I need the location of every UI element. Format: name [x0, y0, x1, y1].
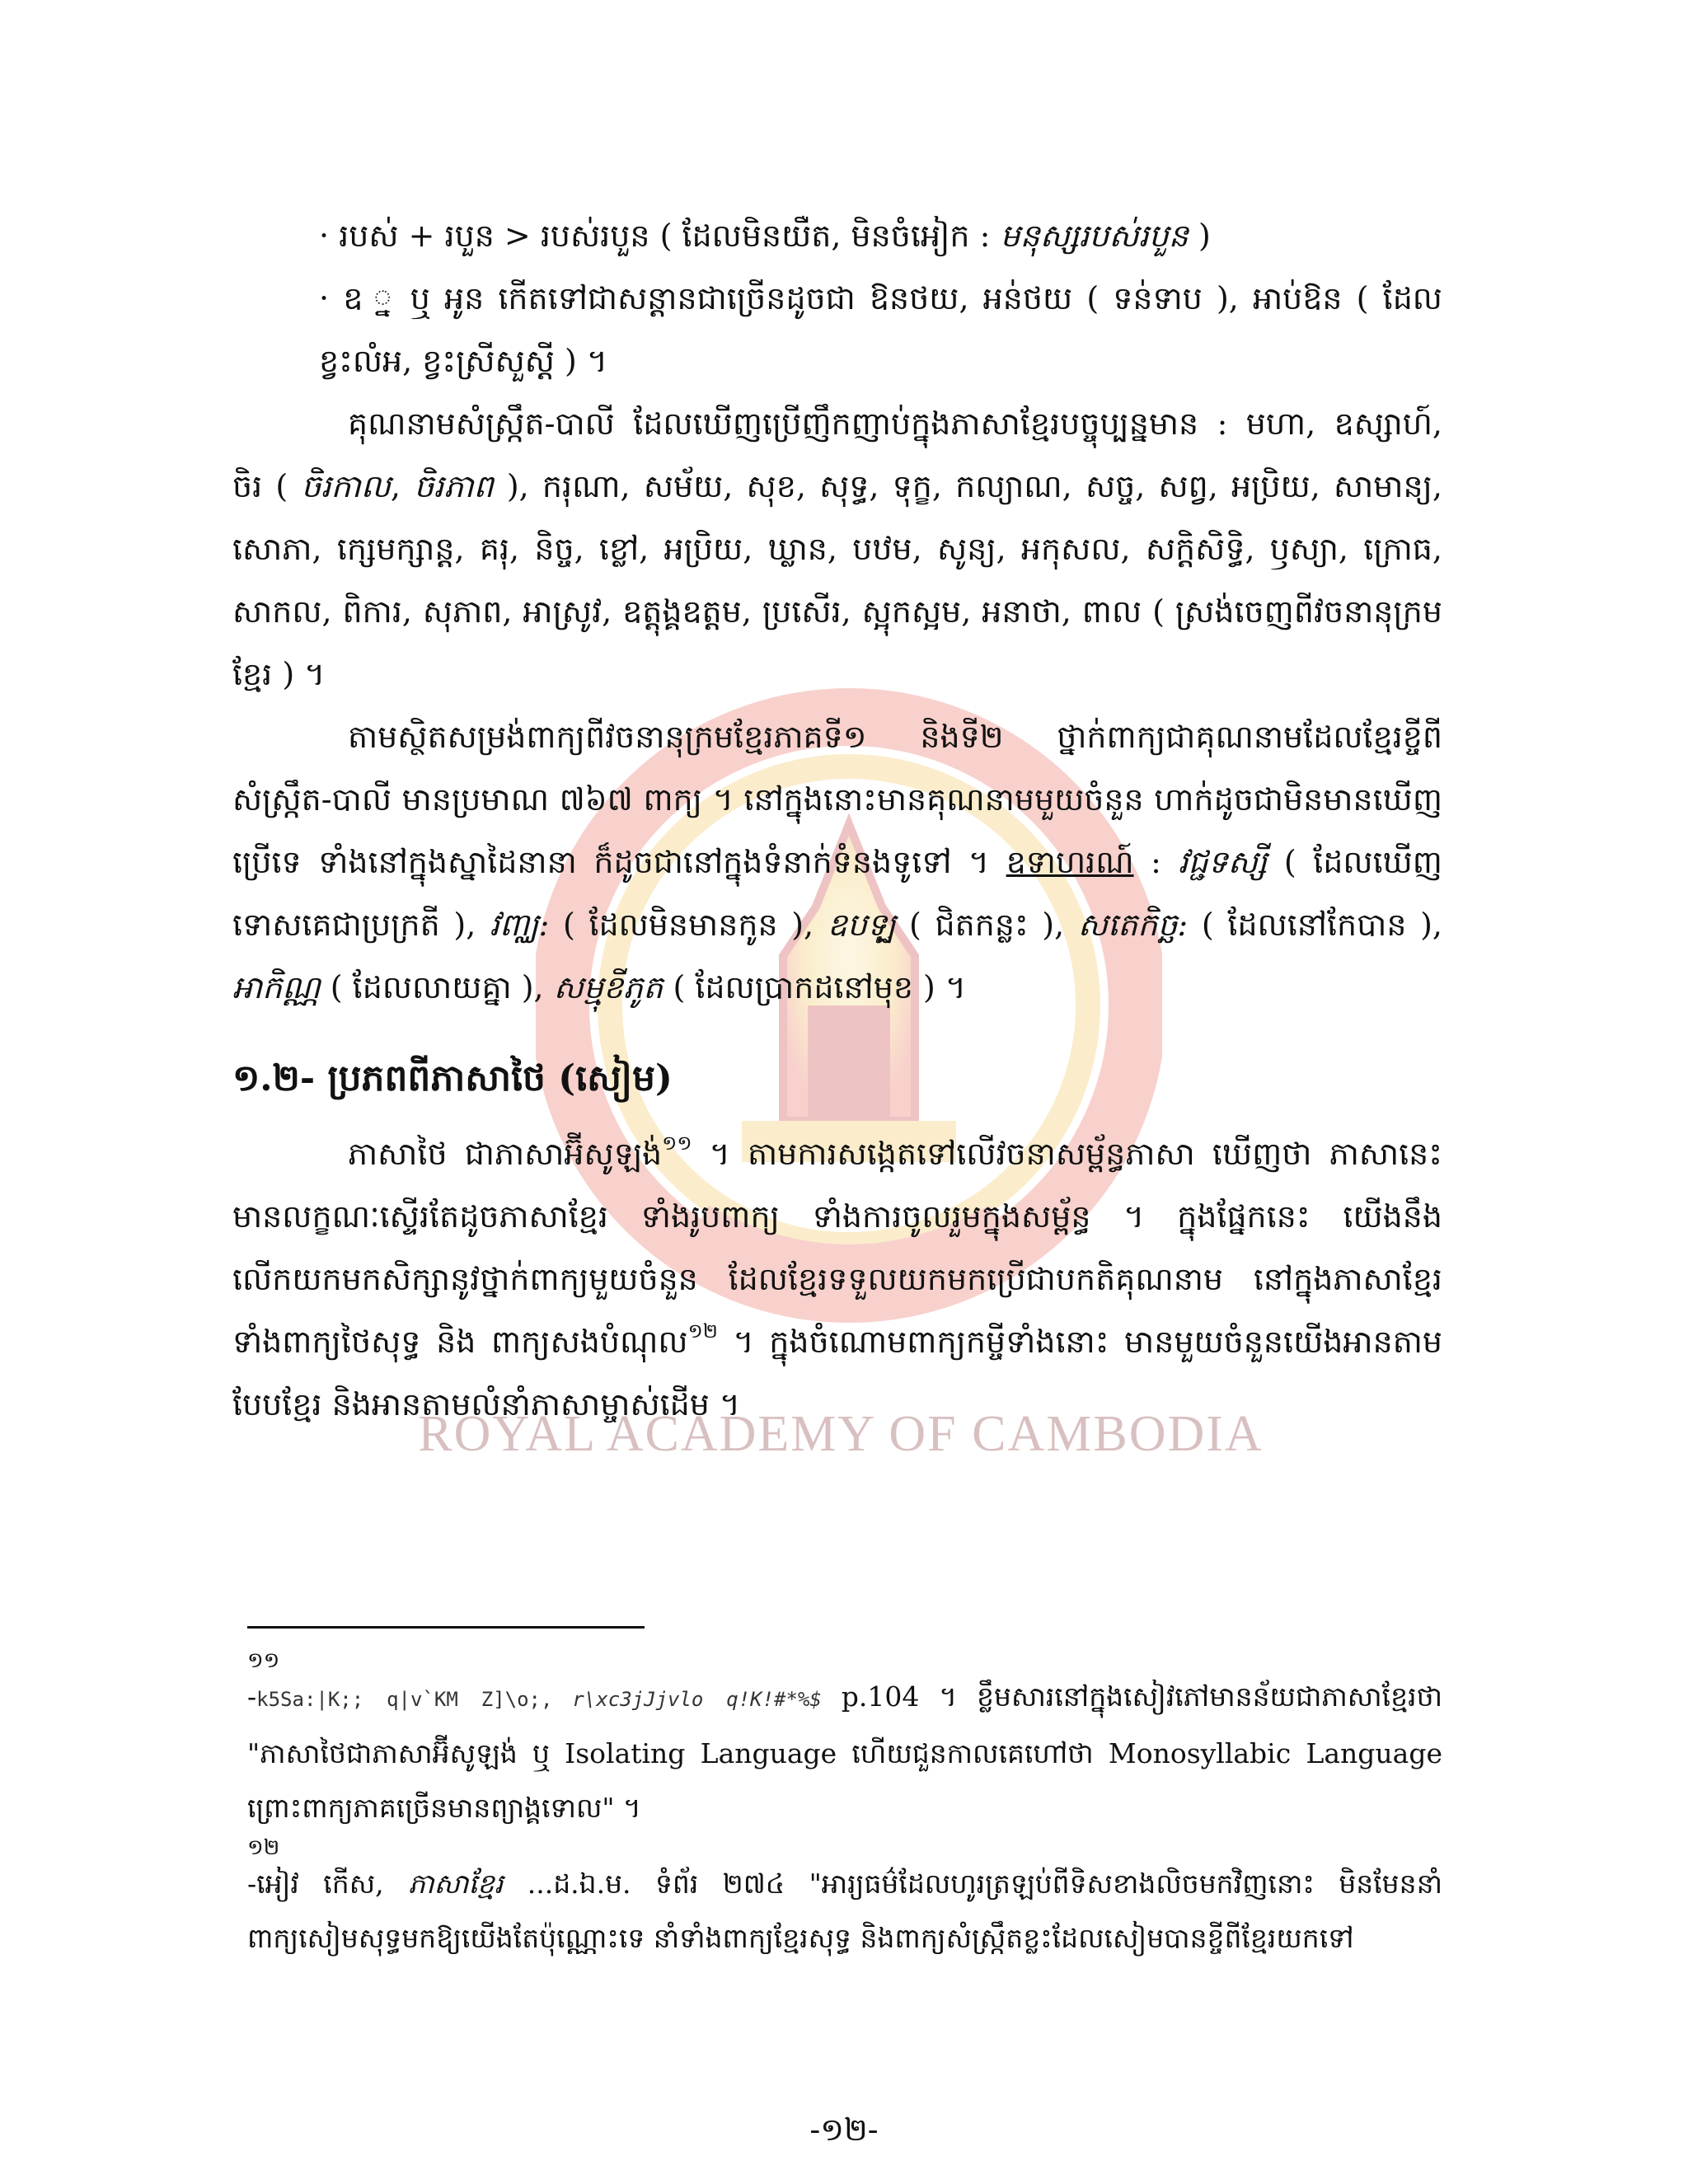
footnote-separator	[247, 1626, 645, 1629]
paragraph-sanskrit-adjectives: គុណនាមសំស្ក្រឹត-បាលី ដែលឃើញប្រើញឹកញាប់ក្នុងភាសាខ្មែរបច្ចុប្បន្នមាន : មហា, ឧស្សាហ៍, ចិរ ( ចិរកាល, ចិរភាព ), ករុណា, សម័យ, សុខ, សុទ្ធ, ទុក្ខ, កល្យាណ, សច្ច, សព្វ, អប្រិយ, សាមាន្យ, សោភា, ក្សេមក្សាន្ត, គរុ, និច្ច, ខ្លៅ, អប្រិយ, ឃ្លាន, បឋម, សូន្យ, អកុសល, សក្តិសិទ្ធិ, ឫស្យា, ក្រោធ, សាកល, ពិការ, សុភាព, អាស្រូវ, ឧត្តុង្គឧត្តម, ប្រសើរ, ស្អុកស្អម, អនាថា, ពាល ( ស្រង់ចេញពីវចនានុក្រមខ្មែរ ) ។	[232, 405, 1443, 692]
paragraph-dictionary-stats: តាមស្ថិតសម្រង់ពាក្យពីវចនានុក្រមខ្មែរភាគទី១ និងទី២ ថ្នាក់ពាក្យជាគុណនាមដែលខ្មែរខ្ចីពីសំស្ក្រឹត-បាលី មានប្រមាណ ៧៦៧ ពាក្យ ។ នៅក្នុងនោះមានគុណនាមមួយចំនួន ហាក់ដូចជាមិនមានឃើញប្រើទេ ទាំងនៅក្នុងស្នាដៃនានា ក៏ដូចជានៅក្នុងទំនាក់ទំនងទូទៅ ។ ឧទាហរណ៍ : វជ្ជទស្សី ( ដែលឃើញទោសគេជាប្រក្រតី ), វញ្ឈ: ( ដែលមិនមានកូន ), ឧបឡ្ឆ ( ជិតកន្លះ ), សតេកិច្ឆ: ( ដែលនៅកែបាន ), អាកិណ្ណ ( ដែលលាយគ្នា ), សម្មុខីភូត ( ដែលប្រាកដនៅមុខ ) ។	[232, 719, 1442, 1005]
bullet-item: · របស់ + របួន > របស់របួន ( ដែលមិនយឺត, មិនចំអៀក : មនុស្សរបស់របួន )	[319, 218, 1211, 254]
bullet-item: · ឧ ្ន ឬ អូន កើតទៅជាសន្តានជាច្រើនដូចជា ឱនថយ, អន់ថយ ( ទន់ទាប ), អាប់ឱន ( ដែលខ្វះលំអ, ខ្វះស្រីសួស្តី ) ។	[319, 280, 1442, 379]
watermark-text: ROYAL ACADEMY OF CAMBODIA	[418, 1406, 1264, 1462]
footnote-ref-11[interactable]: ១១	[662, 1132, 692, 1155]
section-heading: ១.២- ប្រភពពីភាសាថៃ (សៀម)	[232, 1057, 673, 1099]
footnote-number: ១១	[247, 1648, 280, 1673]
page-number: -១២-	[809, 2111, 879, 2148]
footnote-12: -អៀវ កើស, ភាសាខ្មែរ ...ដ.ឯ.ម. ទំព័រ ២៧៤ "អារ្យធម៌ដែលហូរត្រឡប់ពីទិសខាងលិចមកវិញនោះ មិនមែននាំពាក្យសៀមសុទ្ធមកឱ្យយើងតែប៉ុណ្ណោះទេ នាំទាំងពាក្យខ្មែរសុទ្ធ និងពាក្យសំស្ក្រឹតខ្លះដែលសៀមបានខ្ចីពីខ្មែរយកទៅ	[247, 1868, 1443, 1954]
paragraph-thai-language: ភាសាថៃ ជាភាសាអ៊ីសូឡង់$^{១១}$ ។ តាមការសង្កេតទៅលើវចនាសម្ព័ន្ធភាសា ឃើញថា ភាសានេះមានលក្ខណៈស្ទើរតែដូចភាសាខ្មែរ ទាំងរូបពាក្យ ទាំងការចូលរួមក្នុងសម្ព័ន្ធ ។ ក្នុងផ្នែកនេះ យើងនឹងលើកយកមកសិក្សានូវថ្នាក់ពាក្យមួយចំនួន ដែលខ្មែរទទួលយកមកប្រើជាបកតិគុណនាម នៅក្នុងភាសាខ្មែរ ទាំងពាក្យថៃសុទ្ធ និង ពាក្យសងបំណុល$^{១២}$ ។ ក្នុងចំណោមពាក្យកម្ចីទាំងនោះ មានមួយចំនួនយើងអានតាមបែបខ្មែរ និងអានតាមលំនាំភាសាម្ចាស់ដើម ។	[232, 1132, 1442, 1422]
footnote-number: ១២	[247, 1835, 280, 1860]
footnotes	[247, 1648, 1442, 1966]
footnote-11: -k5Sa:|K;; q|v`KM Z]\o;, r\xc3jJjvlo q!K!#*%$ p.104 ។ ខ្លឹមសារនៅក្នុងសៀវភៅមានន័យជាភាសាខ្មែរថា "ភាសាថៃជាភាសាអ៊ីសូឡង់ ឬ Isolating Language ហើយជួនកាលគេហៅថា Monosyllabic Language ព្រោះពាក្យភាគច្រើនមានព្យាង្គទោល" ។	[247, 1680, 1442, 1824]
footnote-ref-12[interactable]: ១២	[687, 1319, 718, 1343]
main-content	[232, 204, 1442, 1436]
